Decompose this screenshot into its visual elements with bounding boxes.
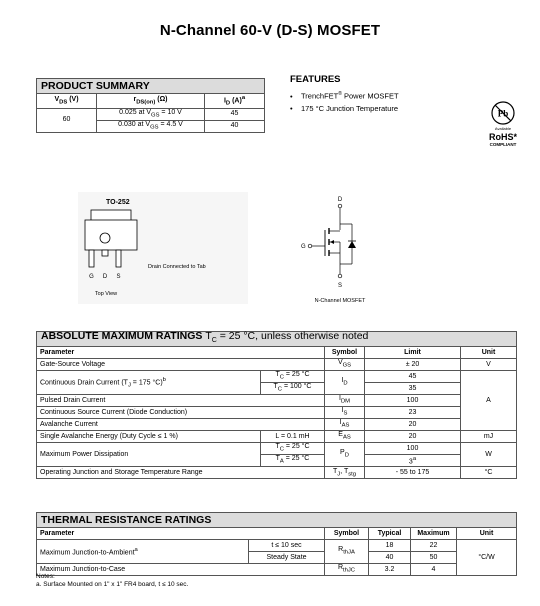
notes-title: Notes: <box>36 573 55 580</box>
vds-value: 60 <box>37 108 97 132</box>
gate-label: G <box>301 244 306 250</box>
table-row: Maximum Power Dissipation $T_C = 25$ °C $P_D$ 100 W <box>37 443 517 455</box>
absolute-maximum-ratings-table <box>36 331 517 479</box>
col-parameter: Parameter <box>37 528 325 540</box>
rohs-compliant: COMPLIANT <box>489 142 517 147</box>
table-row: $T_C = 100$ °C 35 <box>37 383 517 395</box>
thermal-header: THERMAL RESISTANCE RATINGS <box>37 513 517 528</box>
rds-row-1: 0.025 at $V_{GS} = 10$ V <box>97 108 205 120</box>
rohs-label: RoHS* <box>488 132 517 142</box>
package-name: TO-252 <box>106 199 130 206</box>
document-title: N-Channel 60-V (D-S) MOSFET <box>159 22 381 39</box>
package-outline-diagram <box>78 192 248 304</box>
features-list <box>290 88 399 115</box>
drain-tab-note: Drain Connected to Tab <box>148 264 206 270</box>
drain-label: D <box>337 197 343 203</box>
col-maximum: Maximum <box>411 528 457 540</box>
pin-g-label: G <box>89 274 94 280</box>
col-symbol: Symbol <box>325 347 365 359</box>
rohs-available: Available <box>494 126 512 131</box>
col-id: $I_D$ $(A)^a$ <box>205 94 265 109</box>
table-row: Maximum Junction-to-Case $R_{thJC}$ 3.2 4 <box>37 564 517 576</box>
table-row: Continuous Source Current (Diode Conduction) $I_S$ 23 <box>37 407 517 419</box>
source-label: S <box>337 283 343 289</box>
pin-s-label: S <box>116 274 121 280</box>
feature-item: • 175 °C Junction Temperature <box>290 103 399 115</box>
rohs-logo <box>478 100 528 147</box>
id-row-2: 40 <box>205 120 265 132</box>
col-rds: $r_{DS(on)}$ (Ω) <box>97 94 205 109</box>
col-vds: $V_{DS}$ (V) <box>37 94 97 109</box>
features-title: FEATURES <box>290 74 341 85</box>
table-row: Gate-Source Voltage $V_{GS}$ ± 20 V <box>37 359 517 371</box>
notes <box>36 573 188 589</box>
product-summary-table <box>36 78 265 133</box>
mosfet-schematic <box>292 194 388 306</box>
rds-row-2: 0.030 at $V_{GS} = 4.5$ V <box>97 120 205 132</box>
top-view-label: Top View <box>94 291 118 297</box>
table-row: Operating Junction and Storage Temperature Range $T_J$, $T_{stg}$ - 55 to 175 °C <box>37 467 517 479</box>
table-row: Avalanche Current $I_{AS}$ 20 <box>37 419 517 431</box>
pb-free-icon <box>490 100 516 126</box>
svg-text:Pb: Pb <box>497 108 509 119</box>
col-limit: Limit <box>365 347 461 359</box>
col-unit: Unit <box>457 528 517 540</box>
table-row: Steady State 40 50 <box>37 552 517 564</box>
abs-max-header: ABSOLUTE MAXIMUM RATINGS $T_C = 25$ °C, unless otherwise noted <box>37 332 517 347</box>
table-row: $T_A = 25$ °C 3$^a$ <box>37 455 517 467</box>
product-summary-header: PRODUCT SUMMARY <box>37 79 265 94</box>
table-row: Maximum Junction-to-Ambient$^a$ t ≤ 10 sec $R_{thJA}$ 18 22 °C/W <box>37 540 517 552</box>
table-row: Continuous Drain Current ($T_J = 175$ °C)$^b$ $T_C = 25$ °C $I_D$ 45 A <box>37 371 517 383</box>
col-symbol: Symbol <box>325 528 369 540</box>
feature-item: • TrenchFET® Power MOSFET <box>290 88 399 103</box>
table-row: Single Avalanche Energy (Duty Cycle ≤ 1 %) L = 0.1 mH $E_{AS}$ 20 mJ <box>37 431 517 443</box>
body-diode-icon <box>348 241 356 248</box>
thermal-resistance-table <box>36 512 517 576</box>
col-unit: Unit <box>461 347 517 359</box>
col-typical: Typical <box>369 528 411 540</box>
id-row-1: 45 <box>205 108 265 120</box>
table-row: Pulsed Drain Current $I_{DM}$ 100 <box>37 395 517 407</box>
note-a: a. Surface Mounted on 1" x 1" FR4 board, t ≤ 10 sec. <box>36 581 189 588</box>
col-parameter: Parameter <box>37 347 325 359</box>
schematic-caption: N-Channel MOSFET <box>314 298 366 304</box>
pin-d-label: D <box>102 274 108 280</box>
